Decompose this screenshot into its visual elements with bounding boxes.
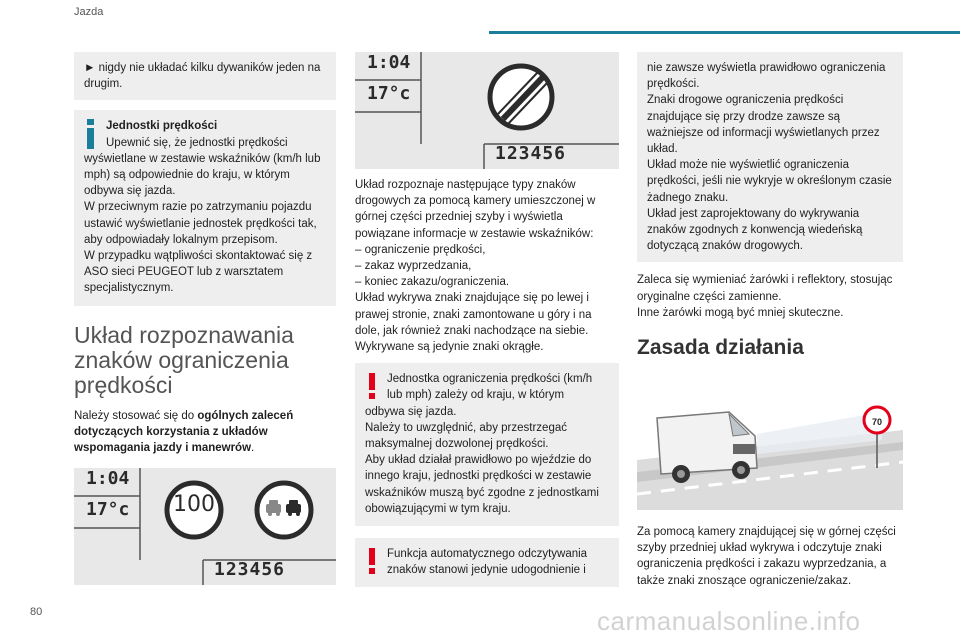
display-temperature: 17°c xyxy=(86,499,130,521)
continued-warning-text: nie zawsze wyświetla prawidłowo ograniczenia prędkości. Znaki drogowe ograniczenia prędkości znajdujące się przy drodze zawsze są ważniejsze od informacji wyświetlanych przez układ. Układ może nie wyświetlić ograniczenia prędkości, jeśli nie wykryje w określonym czasie żadnego znaku. Układ jest zaprojektowany do wykrywania znaków zgodnych z konwencją wiedeńską dotyczącą znaków drogowych. xyxy=(647,62,892,253)
intro-paragraph xyxy=(74,408,336,457)
list-item: – ograniczenie prędkości, xyxy=(355,243,486,256)
warning-first-line: Funkcja automatycznego odczytywania xyxy=(387,548,588,561)
list-item: – koniec zakazu/ograniczenia. xyxy=(355,276,510,289)
detection-paragraph: Układ wykrywa znaki znajdujące się po lewej i prawej stronie, znaki zamontowane u góry i na dole, jak również znaki nachodzące na siebie. Wykrywane są jedynie znaki okrągłe. xyxy=(355,292,592,354)
section-title: Jazda xyxy=(74,6,104,18)
section-heading: Układ rozpoznawania znaków ograniczenia prędkości xyxy=(74,321,294,398)
list-item: – zakaz wyprzedzania, xyxy=(355,260,472,273)
warning-first-line: Jednostka ograniczenia prędkości (km/h xyxy=(387,373,593,386)
warning-body: odbywa się jazda. Należy to uwzględnić, aby przestrzegać maksymalnej dozwolonej prędkości. Aby układ działał prawidłowo po wjeździe do innego kraju, jednostki prędkości w zestawie wskaźników muszą być zgodne z jednostkami obowiązującymi w tym kraju. xyxy=(365,405,599,515)
intro-text: Należy stosować się do xyxy=(74,409,198,422)
display-odometer: 123456 xyxy=(495,143,567,164)
page-number: 80 xyxy=(30,606,43,618)
warning-box-units xyxy=(355,363,619,526)
bulbs-paragraph: Zaleca się wymieniać żarówki i reflektory, stosując oryginalne części zamienne. Inne żarówki mogą być mniej skuteczne. xyxy=(637,274,893,319)
header-accent-bar xyxy=(489,31,960,34)
sign-types-list xyxy=(355,242,619,291)
warning-second-line: lub mph) zależy od kraju, w którym xyxy=(387,389,565,402)
display-temperature: 17°c xyxy=(367,83,411,104)
continued-warning-box xyxy=(637,52,903,262)
column-2 xyxy=(355,52,619,587)
end-of-restriction-sign xyxy=(490,66,552,128)
info-note-title: Jednostki prędkości xyxy=(106,120,218,133)
principle-heading: Zasada działania xyxy=(637,336,804,360)
speed-limit-sign-value: 70 xyxy=(871,417,882,428)
top-note-text: ► nigdy nie układać kilku dywaników jeden na drugim. xyxy=(84,62,321,91)
info-note-body: wyświetlane w zestawie wskaźników (km/h lub mph) są odpowiednie do kraju, w którym odbywa się jazda. W przeciwnym razie po zatrzymaniu pojazdu ustawić wyświetlanie jednostek prędkości tak, aby odpowiadały lokalnym przepisom. W przypadku wątpliwości skontaktować się z ASO sieci PEUGEOT lub z warsztatem specjalistycznym. xyxy=(84,152,321,295)
van-illustration xyxy=(637,390,903,510)
recognition-intro: Układ rozpoznaje następujące typy znaków drogowych za pomocą kamery umieszczonej w górnej części przedniej szyby i wyświetla powiązane informacje w zestawie wskaźników: xyxy=(355,179,596,240)
display-time: 1:04 xyxy=(367,52,411,73)
warning-icon xyxy=(368,373,376,399)
info-icon xyxy=(84,119,102,149)
cluster-display-speed-signs xyxy=(74,468,336,585)
intro-bold-link: ogólnych zaleceń dotyczących korzystania z układów wspomagania jazdy i manewrów xyxy=(74,409,294,455)
display-odometer: 123456 xyxy=(214,559,286,581)
intro-end: . xyxy=(251,442,255,455)
speed-sign-value: 100 xyxy=(173,492,215,518)
top-note-box xyxy=(74,52,336,100)
van-scene xyxy=(637,390,903,510)
principle-caption: Za pomocą kamery znajdującej się w górnej części szyby przedniej układ wykrywa i odczytuje znaki ograniczenia prędkości i zakazu wyprzedzania, a także znaki znoszące ograniczenie/zakaz. xyxy=(637,526,896,587)
warning-second-line: znaków stanowi jedynie udogodnienie i xyxy=(387,564,586,577)
warning-icon xyxy=(368,548,376,574)
cluster-display-end-sign xyxy=(355,52,619,169)
warning-box-auto-reading xyxy=(355,538,619,587)
info-note-first-line: Upewnić się, że jednostki prędkości xyxy=(106,136,288,149)
column-3 xyxy=(637,52,903,589)
display-time: 1:04 xyxy=(86,468,130,490)
watermark: carmanualsonline.info xyxy=(597,606,861,636)
column-1 xyxy=(74,52,336,585)
info-note-box xyxy=(74,110,336,305)
